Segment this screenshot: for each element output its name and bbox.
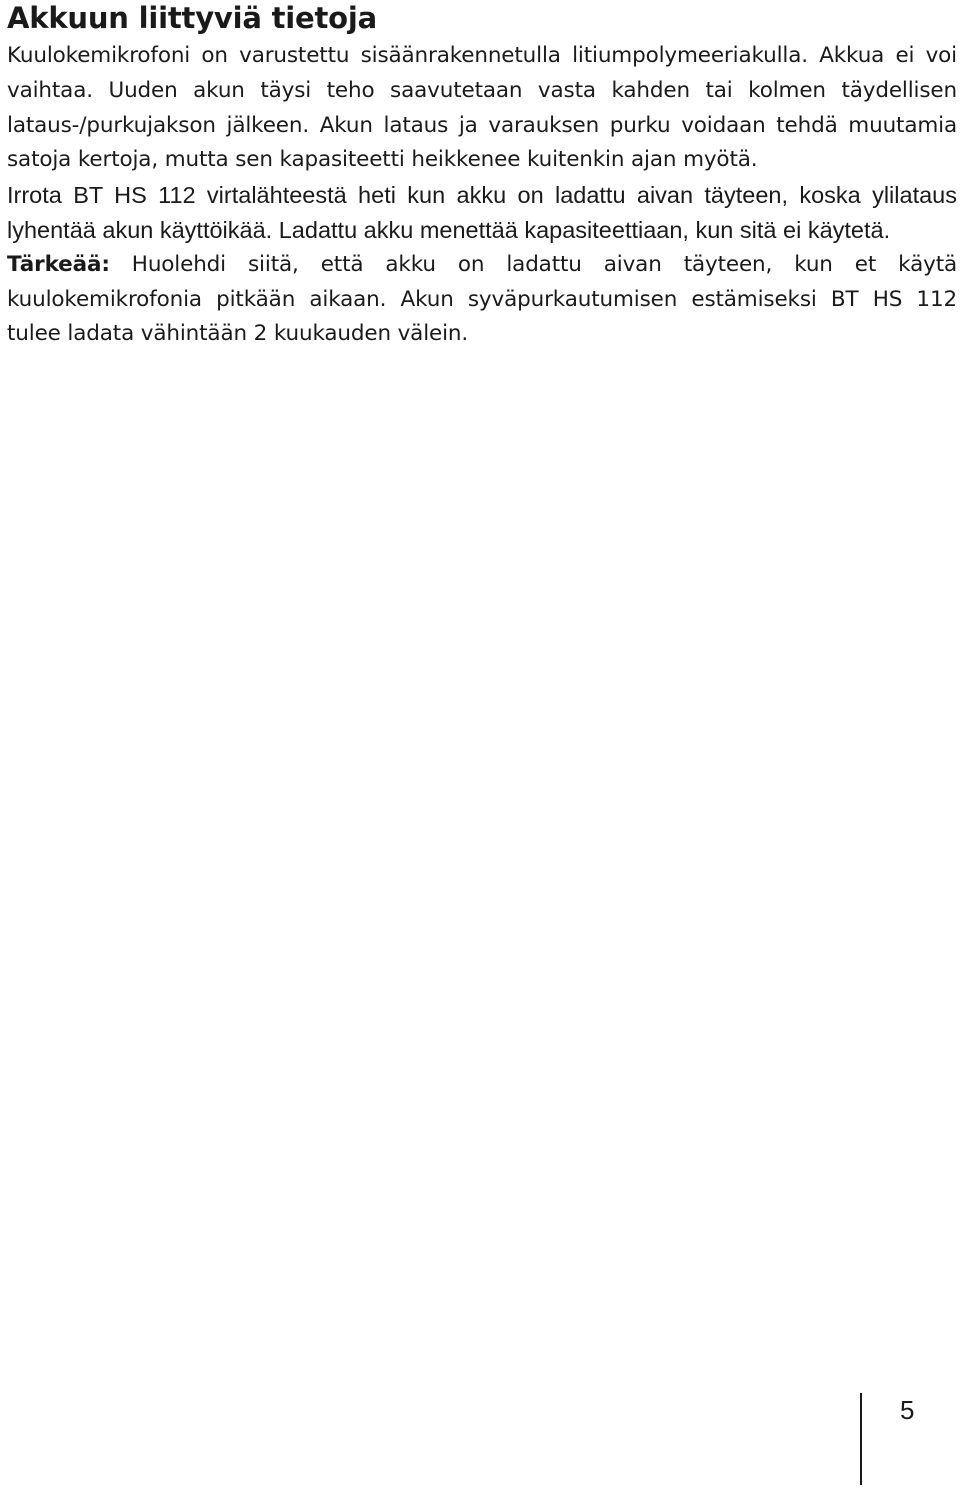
page-number: 5 — [900, 1395, 915, 1425]
paragraph-important-note — [7, 248, 957, 352]
section-heading: Akkuun liittyviä tietoja — [7, 1, 377, 35]
document-page — [7, 0, 957, 352]
page-footer — [840, 1393, 960, 1493]
paragraph-disconnect-advice: Irrota BT HS 112 virtalähteestä heti kun akku on ladattu aivan täyteen, koska ylilataus lyhentää akun käyttöikää. Ladattu akku menettää kapasiteettiaan, kun sitä ei käytetä. — [7, 182, 957, 243]
footer-divider — [860, 1393, 862, 1485]
important-text: Huolehdi siitä, että akku on ladattu aivan täyteen, kun et käytä kuulokemikrofonia pitkään aikaan. Akun syväpurkautumisen estämiseksi BT HS 112 tulee ladata vähintään 2 kuukauden välein. — [7, 251, 957, 347]
paragraph-battery-info: Kuulokemikrofoni on varustettu sisäänrakennetulla litiumpolymeeriakulla. Akkua ei voi vaihtaa. Uuden akun täysi teho saavutetaan vasta kahden tai kolmen täydellisen lataus-/purkujakson jälkeen. Akun lataus ja varauksen purku voidaan tehdä muutamia satoja kertoja, mutta sen kapasiteetti heikkenee kuitenkin ajan myötä. — [7, 43, 957, 173]
important-label: Tärkeää: — [7, 251, 110, 277]
